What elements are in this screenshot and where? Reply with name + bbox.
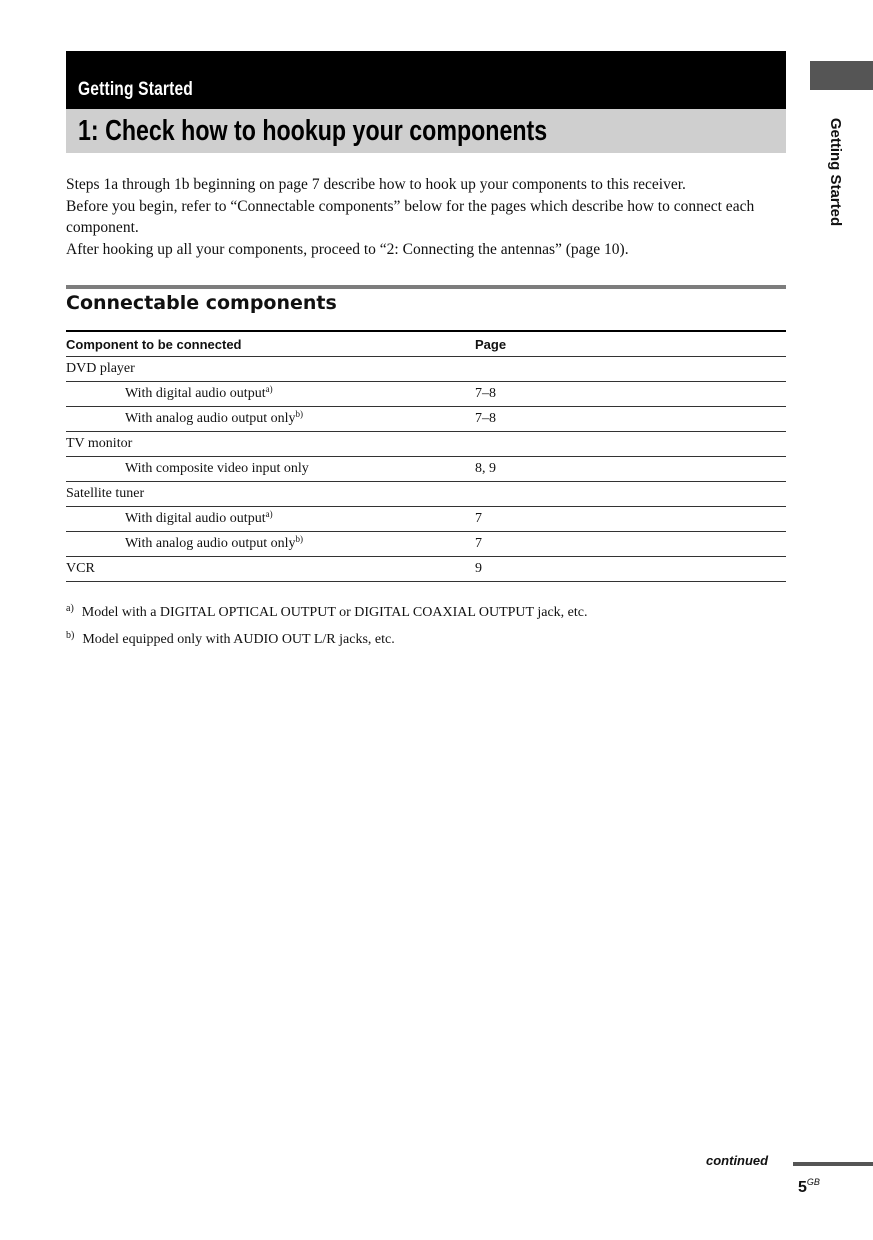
component-cell [66, 457, 475, 482]
component-name: Satellite tuner [66, 486, 145, 501]
subheading-rule [66, 285, 786, 289]
intro-text [66, 174, 786, 260]
footnote-a [66, 598, 786, 625]
component-cell [66, 482, 475, 507]
table-row [66, 507, 786, 532]
page-number-value: 5 [798, 1179, 807, 1196]
component-name: VCR [66, 561, 95, 576]
component-cell [66, 532, 475, 557]
component-cell [66, 432, 475, 457]
side-tab-marker [810, 61, 873, 90]
page-cell [475, 357, 786, 382]
page-cell: 7 [475, 507, 786, 532]
page-number [798, 1177, 820, 1197]
component-name: With composite video input only [125, 461, 309, 476]
column-header-component: Component to be connected [66, 331, 475, 357]
table-row [66, 382, 786, 407]
table-row [66, 407, 786, 432]
footnote-text: Model with a DIGITAL OPTICAL OUTPUT or DIGITAL COAXIAL OUTPUT jack, etc. [81, 605, 588, 620]
section-label: Getting Started [78, 79, 193, 100]
column-header-page: Page [475, 331, 786, 357]
footnote-ref: a) [265, 509, 273, 519]
component-name: With analog audio output only [125, 411, 296, 426]
table-row [66, 532, 786, 557]
side-tab-label: Getting Started [827, 117, 844, 227]
page-cell [475, 482, 786, 507]
table-row [66, 482, 786, 507]
footnote-ref: b) [295, 409, 304, 419]
footnotes [66, 598, 786, 651]
footnote-ref: a) [265, 384, 273, 394]
component-name: DVD player [66, 361, 135, 376]
component-name: With analog audio output only [125, 536, 296, 551]
page-title-bar [66, 109, 786, 153]
footnote-mark: b) [66, 629, 75, 641]
intro-paragraph: After hooking up all your components, proceed to “2: Connecting the antennas” (page 10). [66, 240, 629, 258]
component-cell [66, 507, 475, 532]
component-cell [66, 382, 475, 407]
footnote-b [66, 625, 786, 652]
page-cell: 8, 9 [475, 457, 786, 482]
page-cell: 7–8 [475, 382, 786, 407]
page-cell: 7–8 [475, 407, 786, 432]
subheading: Connectable components [66, 292, 337, 314]
component-name: TV monitor [66, 436, 133, 451]
component-cell [66, 357, 475, 382]
component-name: With digital audio output [125, 511, 266, 526]
footnote-mark: a) [66, 603, 74, 614]
page-cell: 7 [475, 532, 786, 557]
component-name: With digital audio output [125, 386, 266, 401]
page-title: 1: Check how to hookup your components [78, 115, 548, 147]
continued-label: continued [706, 1153, 769, 1168]
table-body [66, 357, 786, 582]
table-row [66, 457, 786, 482]
section-header-bar [66, 51, 786, 109]
page-number-suffix: GB [806, 1177, 820, 1187]
intro-paragraph: Steps 1a through 1b beginning on page 7 describe how to hook up your components to this receiver. [66, 176, 686, 193]
table-row [66, 357, 786, 382]
page-cell [475, 432, 786, 457]
footnote-ref: b) [295, 534, 304, 544]
bottom-rule [793, 1162, 873, 1166]
component-cell [66, 407, 475, 432]
page-cell: 9 [475, 557, 786, 582]
intro-paragraph: Before you begin, refer to “Connectable components” below for the pages which describe how to connect each component. [66, 197, 755, 236]
footnote-text: Model equipped only with AUDIO OUT L/R jacks, etc. [82, 631, 395, 647]
table-header-row [66, 331, 786, 357]
component-cell [66, 557, 475, 582]
table-row [66, 557, 786, 582]
table-row [66, 432, 786, 457]
components-table [66, 330, 786, 582]
